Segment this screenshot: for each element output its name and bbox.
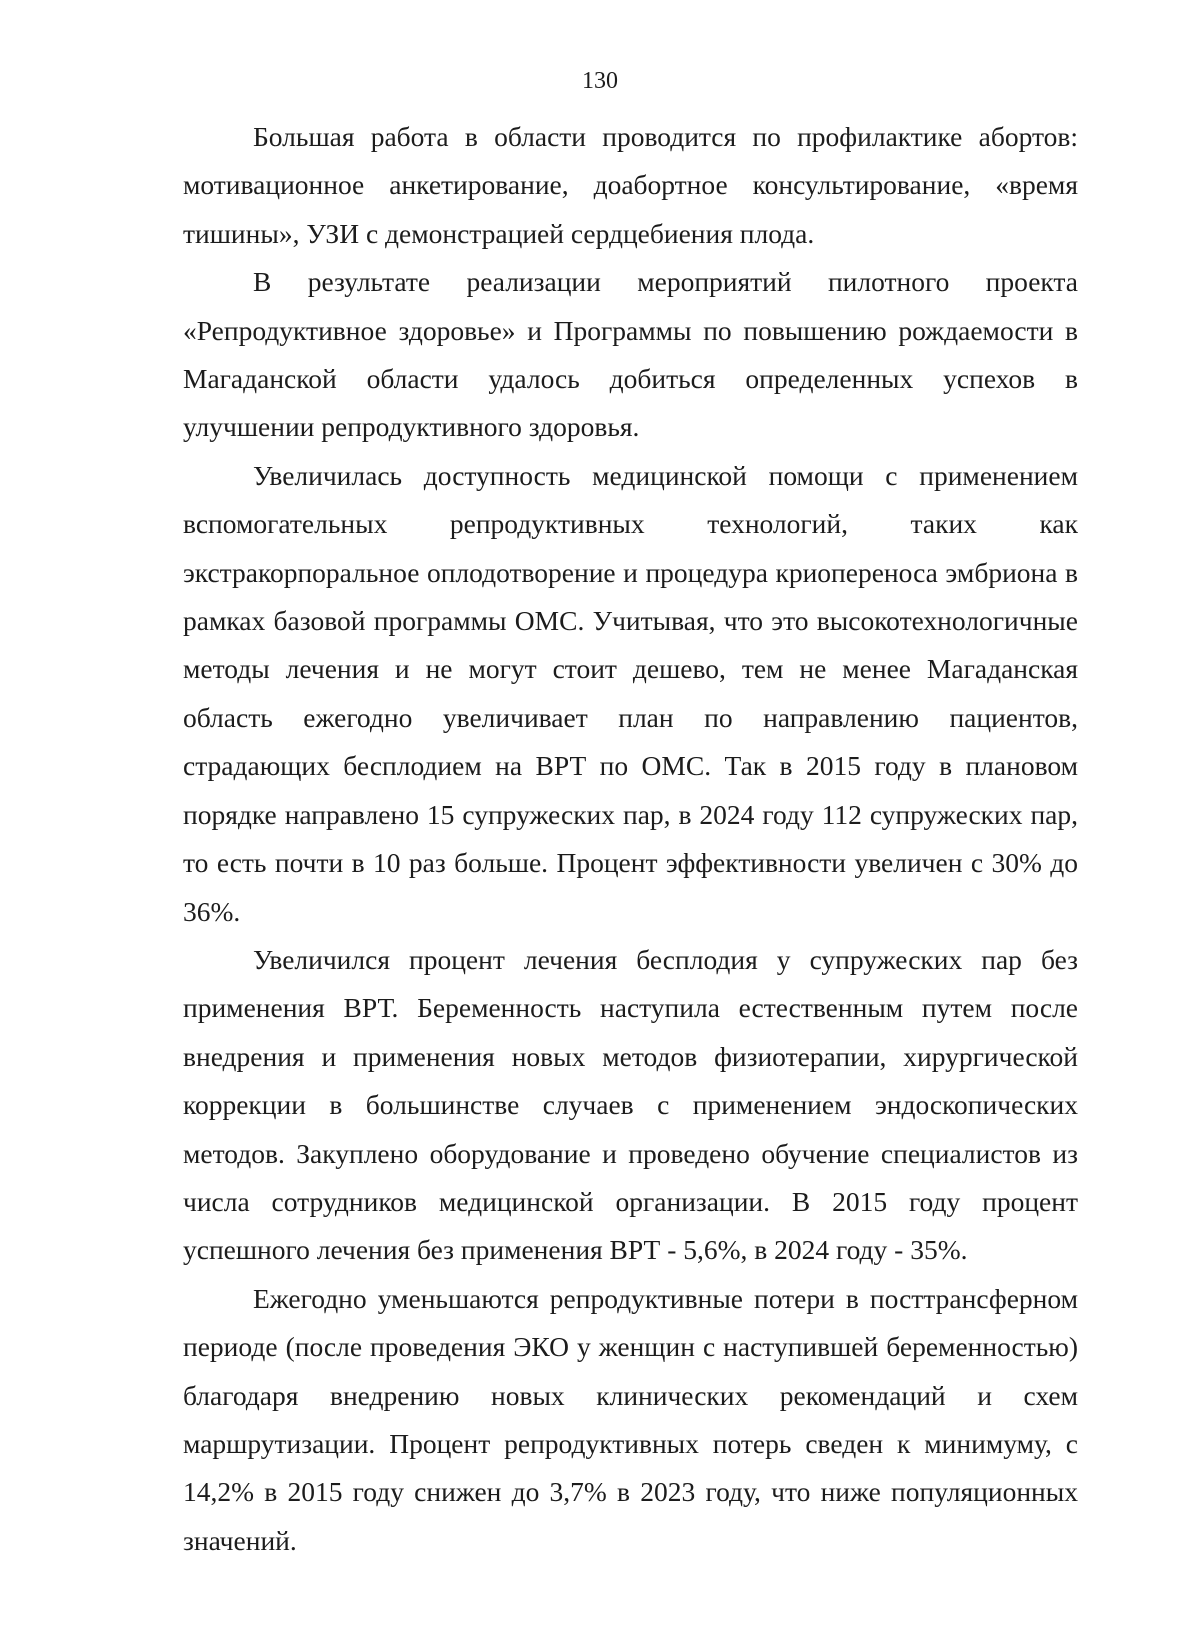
paragraph-infertility-treatment: Увеличился процент лечения бесплодия у супружеских пар без применения ВРТ. Беременность наступила естественным путем после внедрения и применения новых методов физиотерапии, хирургической коррекции в большинстве случаев с применением эндоскопических методов. Закуплено оборудование и проведено обучение специалистов из числа сотрудников медицинской организации. В 2015 году процент успешного лечения без применения ВРТ - 5,6%, в 2024 году - 35%. [183,943,1078,1266]
paragraph-abortion-prevention: Большая работа в области проводится по профилактике абортов: мотивационное анкетирование, доабортное консультирование, «время тишины», УЗИ с демонстрацией сердцебиения плода. [183,121,1078,249]
document-body [183,113,1078,1565]
paragraph-pilot-project-results: В результате реализации мероприятий пилотного проекта «Репродуктивное здоровье» и Программы по повышению рождаемости в Магаданской области удалось добиться определенных успехов в улучшении репродуктивного здоровья. [183,266,1078,443]
page-number: 130 [582,68,618,94]
paragraph-reproductive-losses: Ежегодно уменьшаются репродуктивные потери в посттрансферном периоде (после проведения ЭКО у женщин с наступившей беременностью) благодаря внедрению новых клинических рекомендаций и схем маршрутизации. Процент репродуктивных потерь сведен к минимуму, с 14,2% в 2015 году снижен до 3,7% в 2023 году, что ниже популяционных значений. [183,1282,1078,1556]
paragraph-art-availability: Увеличилась доступность медицинской помощи с применением вспомогательных репродуктивных технологий, таких как экстракорпоральное оплодотворение и процедура криопереноса эмбриона в рамках базовой программы ОМС. Учитывая, что это высокотехнологичные методы лечения и не могут стоит дешево, тем не менее Магаданская область ежегодно увеличивает план по направлению пациентов, страдающих бесплодием на ВРТ по ОМС. Так в 2015 году в плановом порядке направлено 15 супружеских пар, в 2024 году 112 супружеских пар, то есть почти в 10 раз больше. Процент эффективности увеличен с 30% до 36%. [183,459,1078,927]
